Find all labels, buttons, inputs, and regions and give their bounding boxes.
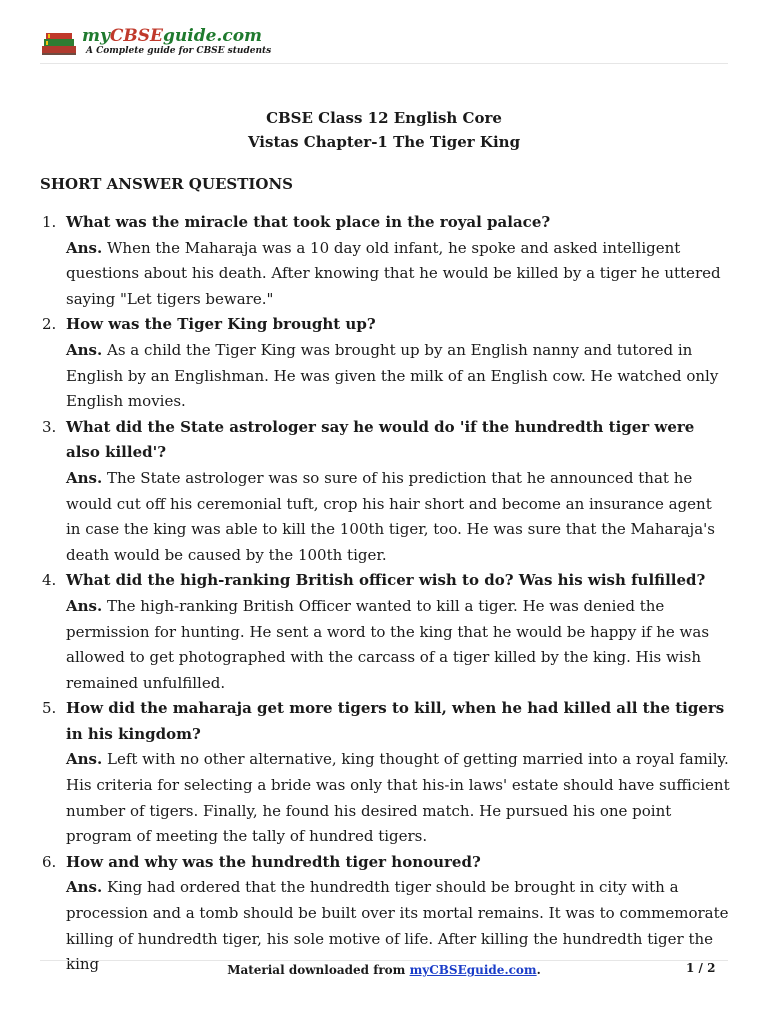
question-item <box>40 415 730 569</box>
footer-divider <box>40 960 728 961</box>
question-number: 2. <box>42 315 57 334</box>
question-text: How did the maharaja get more tigers to kill, when he had killed all the tigers in his kingdom? <box>66 699 725 743</box>
answer-label: Ans. <box>66 238 103 257</box>
answer-text <box>66 236 730 313</box>
question-text: What was the miracle that took place in the royal palace? <box>66 213 551 231</box>
answer-text <box>66 594 730 696</box>
logo-tagline: A Complete guide for CBSE students <box>86 46 272 56</box>
page-number: 1 / 2 <box>686 961 716 975</box>
answer-label: Ans. <box>66 340 103 359</box>
question-item <box>40 696 730 850</box>
document-subtitle: Vistas Chapter-1 The Tiger King <box>247 133 521 151</box>
question-item <box>40 850 730 978</box>
answer-body: King had ordered that the hundredth tiger should be brought in city with a procession and a tomb should be built over its mortal remains. It was to commemorate killing of hundredth tiger, his sole motive of life. After killing the hundredth tiger the king <box>66 878 729 974</box>
site-logo <box>40 26 270 62</box>
question-number: 5. <box>42 699 57 718</box>
question-number: 4. <box>42 571 57 590</box>
answer-text <box>66 466 730 568</box>
question-item <box>40 312 730 414</box>
answer-text <box>66 338 730 415</box>
logo-wordmark: myCBSEguide.com <box>82 26 263 46</box>
answer-body: When the Maharaja was a 10 day old infant, he spoke and asked intelligent questions about his death. After knowing that he would be killed by a tiger he uttered saying "Let tigers beware." <box>66 238 721 308</box>
question-text: What did the State astrologer say he would do 'if the hundredth tiger were also killed'? <box>66 417 695 462</box>
header-divider <box>40 63 728 64</box>
answer-body: Left with no other alternative, king thought of getting married into a royal family. His criteria for selecting a bride was only that his-in laws' estate should have sufficient number of tigers. Finally, he found his desired match. He pursued his one point program of meeting the tally of hundred tigers. <box>66 750 730 846</box>
footer-text: Material downloaded from <box>227 963 410 977</box>
question-item <box>40 568 730 696</box>
books-icon <box>40 30 80 58</box>
footer-suffix: . <box>536 963 541 977</box>
question-list <box>40 210 730 978</box>
document-title: CBSE Class 12 English Core <box>266 109 502 127</box>
answer-label: Ans. <box>66 750 103 769</box>
question-text: How and why was the hundredth tiger honoured? <box>66 852 481 871</box>
answer-label: Ans. <box>66 468 103 487</box>
footer <box>0 963 768 977</box>
question-item <box>40 210 730 312</box>
answer-label: Ans. <box>66 596 103 615</box>
answer-body: As a child the Tiger King was brought up by an English nanny and tutored in English by an Englishman. He was given the milk of an English cow. He watched only English movies. <box>66 340 719 411</box>
question-text: What did the high-ranking British officer wish to do? Was his wish fulfilled? <box>66 571 706 590</box>
answer-body: The State astrologer was so sure of his prediction that he announced that he would cut off his ceremonial tuft, crop his hair short and become an insurance agent in case the king was able to kill the 100th tiger, too. He was sure that the Maharaja's death would be caused by the 100th tiger. <box>66 468 715 564</box>
question-number: 6. <box>42 852 57 871</box>
footer-link[interactable]: myCBSEguide.com <box>409 963 537 977</box>
answer-text <box>66 747 730 849</box>
section-heading: SHORT ANSWER QUESTIONS <box>40 175 294 193</box>
question-number: 3. <box>42 417 57 436</box>
question-text: How was the Tiger King brought up? <box>66 315 376 334</box>
answer-label: Ans. <box>66 878 103 897</box>
answer-body: The high-ranking British Officer wanted to kill a tiger. He was denied the permission for hunting. He sent a word to the king that he would be happy if he was allowed to get photographed with the carcass of a tiger killed by the king. His wish remained unfulfilled. <box>66 596 710 692</box>
question-number: 1. <box>42 213 57 231</box>
